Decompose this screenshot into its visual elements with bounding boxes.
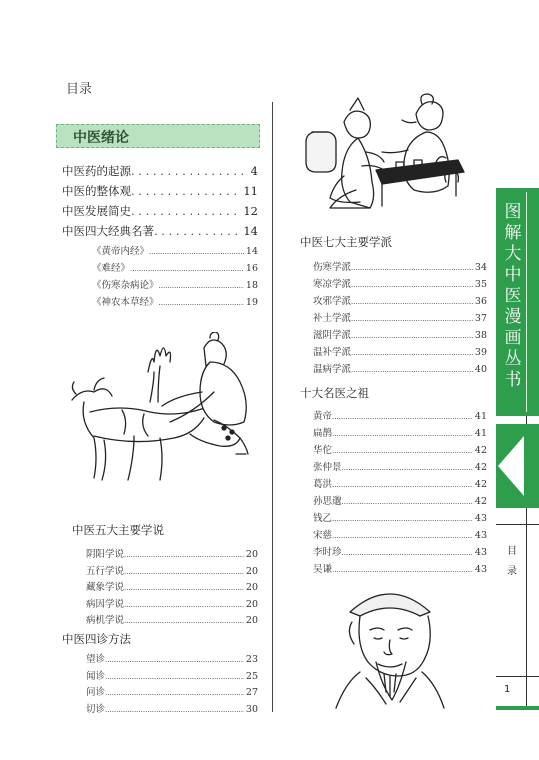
- toc-entry-label: 温病学派: [313, 364, 352, 375]
- toc-entry-label: 伤寒学派: [313, 262, 352, 273]
- section-banner: [56, 124, 260, 148]
- toc-sub-entry[interactable]: [313, 544, 487, 558]
- toc-entry-label: 张仲景: [313, 462, 342, 473]
- toc-entry-label: 中医的整体观: [62, 184, 131, 198]
- column-divider: [272, 102, 273, 712]
- toc-entry-label: 五行学说: [86, 565, 125, 577]
- toc-entry-label: 补土学派: [313, 313, 352, 324]
- toc-entry-page: 38: [474, 330, 487, 341]
- toc-entry-label: 闻诊: [86, 670, 106, 682]
- leader-dots: [332, 413, 473, 421]
- leader-dots: [124, 601, 244, 609]
- toc-entry-label: 葛洪: [313, 479, 333, 490]
- leader-dots: [124, 617, 244, 625]
- toc-entry-label: 《黄帝内经》: [92, 246, 150, 257]
- toc-sub-entry[interactable]: [92, 277, 258, 291]
- toc-entry-page: 25: [245, 670, 258, 682]
- toc-entry-label: 寒凉学派: [313, 279, 352, 290]
- toc-entry-label: 攻邪学派: [313, 296, 352, 307]
- toc-entry-label: 问诊: [86, 687, 106, 698]
- toc-entry-label: 望诊: [86, 654, 106, 665]
- toc-sub-entry[interactable]: [92, 243, 258, 257]
- leader-dots: [149, 248, 244, 256]
- toc-sub-entry[interactable]: [86, 651, 258, 665]
- toc-entry-label: 李时珍: [313, 547, 342, 558]
- toc-sub-entry[interactable]: [92, 260, 258, 274]
- old-sage-portrait-illustration: [326, 582, 454, 710]
- leader-dots: [159, 299, 244, 307]
- page-number: 1: [504, 684, 511, 695]
- leader-dots: [342, 549, 473, 557]
- series-sidebar: [496, 188, 539, 710]
- toc-entry-label: 《难经》: [92, 263, 131, 274]
- sidebar-title-block: [496, 188, 539, 416]
- leader-dots: [105, 656, 244, 664]
- toc-entry[interactable]: [62, 163, 258, 179]
- toc-sub-entry[interactable]: [86, 546, 258, 560]
- toc-sub-entry[interactable]: [86, 612, 258, 626]
- leader-dots: [131, 184, 241, 198]
- toc-sub-entry[interactable]: [313, 476, 487, 490]
- toc-entry-page: 27: [245, 687, 258, 698]
- leader-dots: [351, 264, 473, 272]
- toc-sub-entry[interactable]: [313, 425, 487, 439]
- leader-dots: [351, 332, 473, 340]
- toc-sub-entry[interactable]: [92, 294, 258, 308]
- leader-dots: [332, 430, 473, 438]
- toc-entry-page: 16: [245, 263, 258, 274]
- toc-entry-label: 病因学说: [86, 598, 125, 610]
- toc-entry-page: 20: [245, 615, 258, 626]
- leader-dots: [131, 204, 241, 218]
- toc-entry-page: 14: [245, 246, 258, 257]
- toc-entry-page: 37: [474, 313, 487, 324]
- toc-entry[interactable]: [62, 183, 258, 199]
- leader-dots: [105, 689, 244, 697]
- toc-entry-page: 42: [474, 462, 487, 473]
- toc-entry-label: 滋阴学派: [313, 330, 352, 341]
- toc-entry-page: 43: [474, 547, 487, 558]
- toc-entry-label: 温补学派: [313, 347, 352, 358]
- toc-entry-page: 39: [474, 347, 487, 358]
- toc-entry-label: 华佗: [313, 445, 333, 456]
- toc-entry-page: 43: [474, 513, 487, 524]
- leader-dots: [332, 447, 473, 455]
- toc-entry-page: 42: [474, 479, 487, 490]
- toc-entry-page: 42: [474, 496, 487, 507]
- toc-sub-entry[interactable]: [313, 510, 487, 524]
- toc-entry-label: 宋慈: [313, 530, 333, 541]
- toc-entry-page: 43: [474, 530, 487, 541]
- toc-sub-entry[interactable]: [86, 668, 258, 682]
- toc-entry-page: 20: [245, 582, 258, 593]
- sidebar-separator: [496, 676, 539, 677]
- toc-sub-entry[interactable]: [313, 344, 487, 358]
- toc-entry-page: 20: [245, 598, 258, 610]
- leader-dots: [332, 515, 473, 523]
- toc-sub-entry[interactable]: [313, 293, 487, 307]
- toc-entry-page: 42: [474, 445, 487, 456]
- toc-entry-page: 11: [243, 184, 258, 198]
- toc-entry-page: 20: [245, 549, 258, 560]
- toc-entry-label: 中医四大经典名著: [62, 224, 154, 238]
- leader-dots: [342, 498, 473, 506]
- leader-dots: [124, 584, 244, 592]
- leader-dots: [342, 464, 473, 472]
- toc-entry-label: 钱乙: [313, 513, 333, 524]
- farmer-with-goat-illustration: [64, 332, 260, 492]
- toc-entry-label: 切诊: [86, 703, 106, 715]
- toc-sub-entry[interactable]: [313, 561, 487, 575]
- leader-dots: [130, 265, 244, 273]
- toc-entry[interactable]: [62, 223, 258, 239]
- toc-entry-page: 43: [474, 564, 487, 575]
- toc-entry-label: 藏象学说: [86, 582, 125, 593]
- section-heading-seven-schools: 中医七大主要学派: [300, 235, 392, 249]
- toc-entry-label: 《神农本草经》: [92, 297, 159, 308]
- leader-dots: [131, 164, 249, 178]
- section-heading-five-theories: 中医五大主要学说: [72, 523, 164, 537]
- toc-sub-entry[interactable]: [313, 493, 487, 507]
- leader-dots: [351, 349, 473, 357]
- toc-sub-entry[interactable]: [86, 684, 258, 698]
- toc-sub-entry[interactable]: [313, 459, 487, 473]
- toc-entry[interactable]: [62, 203, 258, 219]
- toc-entry-label: 阴阳学说: [86, 549, 125, 560]
- toc-entry-page: 35: [474, 279, 487, 290]
- leader-dots: [332, 532, 473, 540]
- toc-entry-label: 病机学说: [86, 615, 125, 626]
- toc-sub-entry[interactable]: [86, 596, 258, 610]
- toc-sub-entry[interactable]: [313, 408, 487, 422]
- toc-entry-label: 《伤寒杂病论》: [92, 280, 159, 291]
- leader-dots: [332, 566, 473, 574]
- leader-dots: [351, 281, 473, 289]
- toc-entry-page: 19: [245, 297, 258, 308]
- toc-entry-label: 中医发展简史: [62, 204, 131, 218]
- sidebar-bottom-bar: [496, 706, 539, 710]
- toc-entry-page: 34: [474, 262, 487, 273]
- toc-sub-entry[interactable]: [86, 563, 258, 577]
- toc-sub-entry[interactable]: [313, 527, 487, 541]
- toc-entry-label: 吴谦: [313, 564, 333, 575]
- scholars-drinking-illustration: [296, 92, 468, 222]
- toc-entry-page: 41: [474, 411, 487, 422]
- toc-entry-page: 40: [474, 364, 487, 375]
- page-title: 目录: [66, 82, 93, 97]
- toc-sub-entry[interactable]: [86, 579, 258, 593]
- toc-entry-page: 18: [245, 280, 258, 291]
- leader-dots: [332, 481, 473, 489]
- toc-entry-page: 23: [245, 654, 258, 665]
- sidebar-section-label: 目录: [507, 546, 517, 577]
- toc-entry-page: 41: [474, 428, 487, 439]
- toc-sub-entry[interactable]: [313, 310, 487, 324]
- leader-dots: [124, 568, 244, 576]
- toc-sub-entry[interactable]: [313, 327, 487, 341]
- leader-dots: [351, 298, 473, 306]
- chevron-left-icon: [498, 436, 524, 496]
- section-banner-title: 中医绪论: [73, 130, 129, 146]
- toc-sub-entry[interactable]: [313, 259, 487, 273]
- toc-entry-label: 黄帝: [313, 411, 333, 422]
- toc-entry-page: 12: [243, 204, 258, 218]
- leader-dots: [351, 366, 473, 374]
- toc-entry-page: 20: [245, 565, 258, 577]
- toc-entry-page: 36: [474, 296, 487, 307]
- toc-entry-label: 扁鹊: [313, 428, 333, 439]
- toc-entry-page: 14: [243, 224, 258, 238]
- leader-dots: [105, 673, 244, 681]
- leader-dots: [124, 551, 244, 559]
- leader-dots: [159, 282, 244, 290]
- toc-sub-entry[interactable]: [313, 442, 487, 456]
- toc-sub-entry[interactable]: [86, 701, 258, 715]
- sidebar-separator: [496, 524, 539, 525]
- leader-dots: [351, 315, 473, 323]
- series-title: 图解大中医漫画丛书: [504, 202, 522, 390]
- toc-entry-label: 中医药的起源: [62, 164, 131, 178]
- section-heading-ten-masters: 十大名医之祖: [300, 386, 369, 400]
- leader-dots: [154, 224, 241, 238]
- toc-sub-entry[interactable]: [313, 276, 487, 290]
- section-heading-four-diagnosis: 中医四诊方法: [62, 632, 131, 646]
- toc-entry-label: 孙思邈: [313, 496, 342, 507]
- toc-sub-entry[interactable]: [313, 361, 487, 375]
- toc-entry-page: 4: [250, 164, 258, 178]
- toc-entry-page: 30: [245, 703, 258, 715]
- leader-dots: [105, 706, 244, 714]
